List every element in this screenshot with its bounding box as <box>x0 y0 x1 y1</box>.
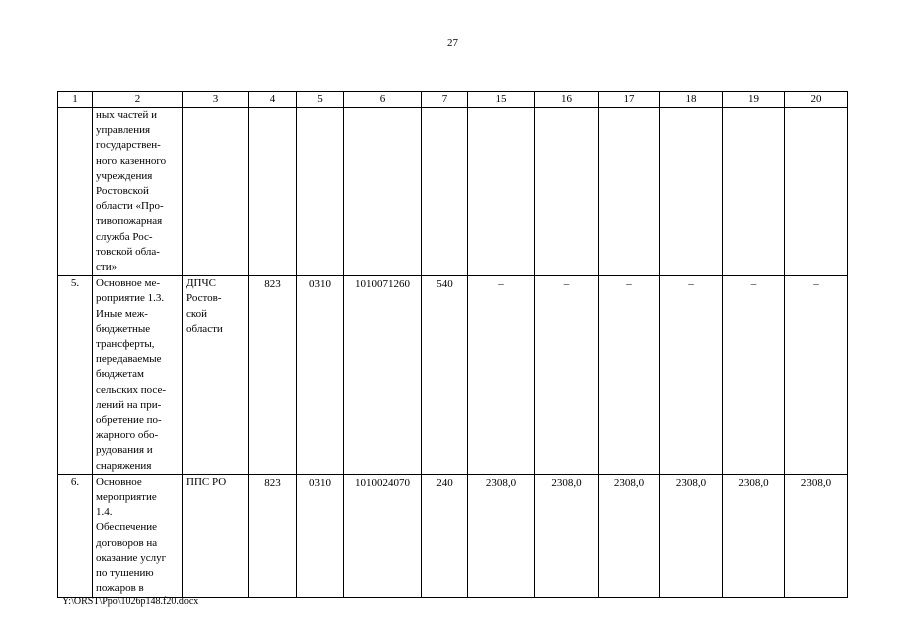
executor-line: ППС РО <box>186 475 227 488</box>
name-line: жарного обо- <box>96 429 159 442</box>
header-cell: 3 <box>183 92 249 108</box>
name-line: ного казенного <box>96 154 167 167</box>
cell-col-18: – <box>660 276 723 475</box>
cell-col-18 <box>660 108 723 276</box>
name-line: служба Рос- <box>96 230 153 243</box>
cell-col-4 <box>249 108 297 276</box>
cell-col-17: – <box>599 276 660 475</box>
cell-col-6: 1010071260 <box>344 276 422 475</box>
measure-name <box>93 474 183 597</box>
cell-col-5: 0310 <box>297 474 344 597</box>
executor <box>183 108 249 276</box>
cell-col-18: 2308,0 <box>660 474 723 597</box>
budget-table <box>57 91 848 598</box>
name-line: государствен- <box>96 139 161 152</box>
cell-col-5: 0310 <box>297 276 344 475</box>
name-line: сти» <box>96 261 118 274</box>
header-cell: 6 <box>344 92 422 108</box>
cell-col-7: 540 <box>422 276 468 475</box>
cell-col-19: – <box>723 276 785 475</box>
name-line: сельских посе- <box>96 383 166 396</box>
row-index: 5. <box>58 276 93 475</box>
name-line: области «Про- <box>96 200 164 213</box>
name-line: ных частей и <box>96 109 158 121</box>
header-cell: 2 <box>93 92 183 108</box>
row-index <box>58 108 93 276</box>
name-line: рудования и <box>96 444 153 457</box>
name-line: оказание услуг <box>96 551 167 564</box>
name-line: трансферты, <box>96 338 155 351</box>
header-cell: 5 <box>297 92 344 108</box>
row-index: 6. <box>58 474 93 597</box>
name-line: обретение по- <box>96 414 162 427</box>
name-line: учреждения <box>96 169 153 182</box>
table-row <box>58 276 848 475</box>
header-cell: 17 <box>599 92 660 108</box>
header-cell: 18 <box>660 92 723 108</box>
cell-col-7 <box>422 108 468 276</box>
cell-col-16: – <box>535 276 599 475</box>
name-line: Основное ме- <box>96 277 161 290</box>
name-line: Основное <box>96 475 142 488</box>
name-line: 1.4. <box>96 506 113 519</box>
executor-line: ской <box>186 307 208 320</box>
header-row <box>58 92 848 108</box>
name-line: бюджетам <box>96 368 144 381</box>
header-cell: 4 <box>249 92 297 108</box>
header-cell: 16 <box>535 92 599 108</box>
header-cell: 15 <box>468 92 535 108</box>
name-line: передаваемые <box>96 353 162 366</box>
header-cell: 20 <box>785 92 848 108</box>
executor-line: ДПЧС <box>186 277 216 290</box>
cell-col-15: – <box>468 276 535 475</box>
cell-col-4: 823 <box>249 474 297 597</box>
cell-col-17: 2308,0 <box>599 474 660 597</box>
page-number: 27 <box>447 37 458 49</box>
cell-col-16: 2308,0 <box>535 474 599 597</box>
executor-line: Ростов- <box>186 292 222 305</box>
name-line: управления <box>96 124 151 137</box>
name-line: Ростовской <box>96 185 149 198</box>
name-line: договоров на <box>96 536 158 549</box>
name-line: бюджетные <box>96 322 151 335</box>
name-line: по тушению <box>96 567 154 580</box>
name-line: Обеспечение <box>96 521 157 534</box>
cell-col-15: 2308,0 <box>468 474 535 597</box>
executor-line: области <box>186 322 223 335</box>
executor <box>183 474 249 597</box>
cell-col-19: 2308,0 <box>723 474 785 597</box>
name-line: снаряжения <box>96 459 152 472</box>
cell-col-20 <box>785 108 848 276</box>
measure-name <box>93 108 183 276</box>
header-cell: 1 <box>58 92 93 108</box>
executor <box>183 276 249 475</box>
table-row <box>58 474 848 597</box>
cell-col-6 <box>344 108 422 276</box>
measure-name <box>93 276 183 475</box>
name-line: тивопожарная <box>96 215 163 228</box>
name-line: лений на при- <box>96 398 162 411</box>
header-cell: 7 <box>422 92 468 108</box>
cell-col-20: 2308,0 <box>785 474 848 597</box>
name-line: Иные меж- <box>96 307 148 320</box>
cell-col-17 <box>599 108 660 276</box>
cell-col-7: 240 <box>422 474 468 597</box>
name-line: мероприятие <box>96 491 157 504</box>
header-cell: 19 <box>723 92 785 108</box>
table-row <box>58 108 848 276</box>
file-path-footer: Y:\ORST\Ppo\1026p148.f20.docx <box>62 596 199 607</box>
cell-col-15 <box>468 108 535 276</box>
cell-col-19 <box>723 108 785 276</box>
cell-col-16 <box>535 108 599 276</box>
cell-col-6: 1010024070 <box>344 474 422 597</box>
name-line: пожаров в <box>96 582 144 595</box>
cell-col-20: – <box>785 276 848 475</box>
cell-col-5 <box>297 108 344 276</box>
cell-col-4: 823 <box>249 276 297 475</box>
name-line: роприятие 1.3. <box>96 292 165 305</box>
name-line: товской обла- <box>96 245 160 258</box>
